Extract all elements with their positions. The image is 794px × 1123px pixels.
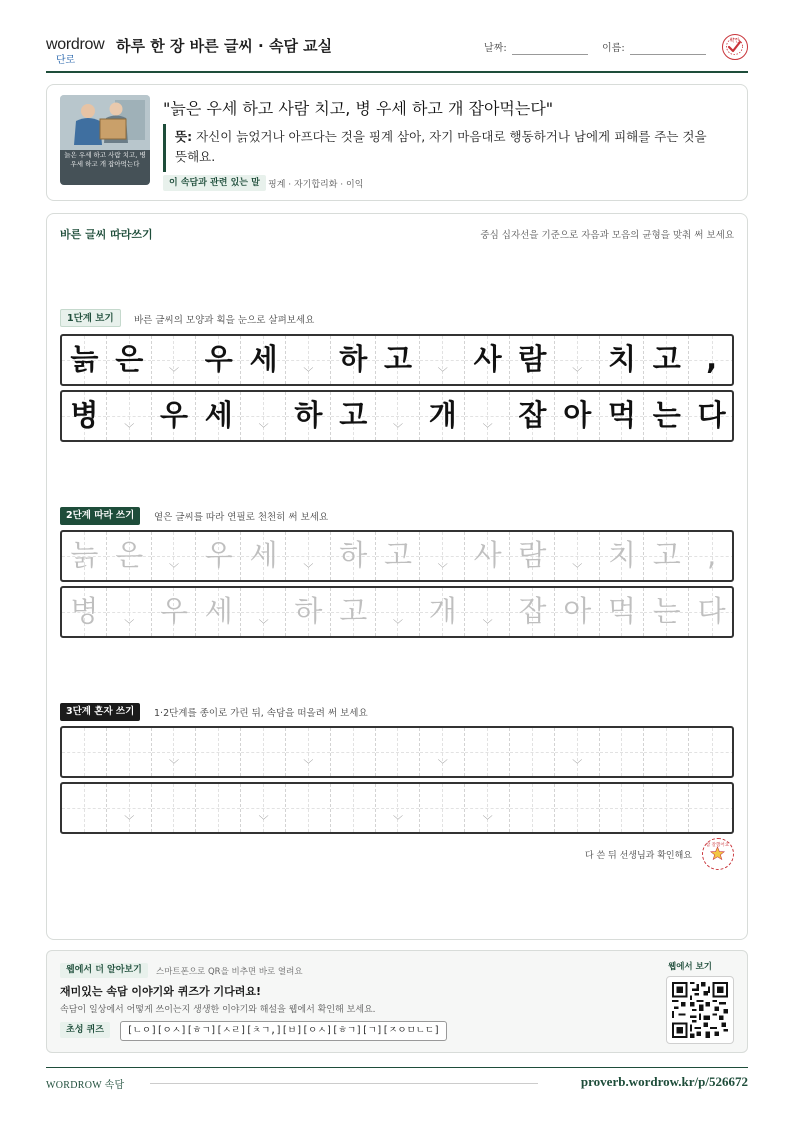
practice-glyph: 하 xyxy=(294,398,323,432)
space-mark-icon: ﹀ xyxy=(303,564,314,575)
footer-line xyxy=(150,1083,538,1084)
practice-glyph: 세 xyxy=(204,398,233,432)
grid-cell[interactable] xyxy=(644,728,689,776)
step2-desc: 옅은 글씨를 따라 연필로 천천히 써 보세요 xyxy=(154,512,329,523)
practice-glyph: 고 xyxy=(652,538,681,572)
practice-glyph: 세 xyxy=(204,594,233,628)
practice-glyph: 람 xyxy=(518,342,547,376)
logo-text: wordrow xyxy=(46,36,105,53)
practice-glyph: 개 xyxy=(428,594,457,628)
name-field[interactable] xyxy=(630,54,706,55)
space-mark-icon: ﹀ xyxy=(124,620,135,631)
practice-glyph: 병 xyxy=(70,594,99,628)
practice-glyph: 고 xyxy=(383,342,412,376)
grid-cell[interactable] xyxy=(465,728,510,776)
practice-glyph: 고 xyxy=(339,594,368,628)
practice-glyph: 아 xyxy=(563,398,592,432)
practice-glyph: 늙 xyxy=(70,342,99,376)
practice-glyph: 개 xyxy=(428,398,457,432)
grid-cell[interactable] xyxy=(152,784,197,832)
space-mark-icon: ﹀ xyxy=(437,368,448,379)
practice-glyph: 잡 xyxy=(518,594,547,628)
practice-glyph: 하 xyxy=(339,538,368,572)
practice-glyph: 는 xyxy=(652,398,681,432)
proverb-illustration xyxy=(60,95,150,185)
grid-cell[interactable] xyxy=(510,728,555,776)
grid-cell[interactable] xyxy=(331,728,376,776)
grid-cell[interactable] xyxy=(555,784,600,832)
space-mark-icon: ﹀ xyxy=(572,564,583,575)
logo-subtext: 단로 xyxy=(56,55,75,66)
footer-brand: WORDROW 속담 xyxy=(46,1080,125,1091)
practice-glyph: 우 xyxy=(159,594,188,628)
star-stamp-icon xyxy=(702,838,734,870)
web-tag: 웹에서 더 알아보기 xyxy=(60,963,148,978)
practice-glyph: 늙 xyxy=(70,538,99,572)
grid-cell[interactable] xyxy=(196,728,241,776)
step1-desc: 바른 글씨의 모양과 획을 눈으로 살펴보세요 xyxy=(134,315,315,326)
step2-row1[interactable] xyxy=(60,530,734,582)
space-mark-icon: ﹀ xyxy=(572,368,583,379)
practice-glyph: 세 xyxy=(249,538,278,572)
related-label: 이 속담과 관련 있는 말 xyxy=(163,175,266,191)
practice-glyph: 사 xyxy=(473,538,502,572)
step1-badge: 1단계 보기 xyxy=(60,309,121,327)
practice-glyph: 사 xyxy=(473,342,502,376)
step2-badge: 2단계 따라 쓰기 xyxy=(60,507,140,525)
grid-cell[interactable] xyxy=(62,728,107,776)
grid-cell[interactable] xyxy=(331,784,376,832)
practice-glyph: 먹 xyxy=(607,594,636,628)
practice-glyph: 우 xyxy=(204,342,233,376)
practice-glyph: 다 xyxy=(697,594,726,628)
step1-row1 xyxy=(60,334,734,386)
stamp-label: 확인 xyxy=(729,38,740,44)
space-mark-icon: ﹀ xyxy=(392,620,403,631)
web-subtitle: 스마트폰으로 QR을 비추면 바로 열려요 xyxy=(156,967,303,977)
chosung-quiz: [ㄴㅇ][ㅇㅅ][ㅎㄱ][ㅅㄹ][ㅊㄱ,][ㅂ][ㅇㅅ][ㅎㄱ][ㄱ][ㅈㅇㅁㄴㄷ] xyxy=(120,1021,447,1041)
step3-row1[interactable] xyxy=(60,726,734,778)
grid-cell[interactable] xyxy=(286,784,331,832)
space-mark-icon: ﹀ xyxy=(258,620,269,631)
space-mark-icon: ﹀ xyxy=(258,816,269,827)
grid-cell[interactable] xyxy=(600,784,645,832)
date-label: 날짜: xyxy=(484,43,507,54)
practice-glyph: 먹 xyxy=(607,398,636,432)
space-mark-icon: ﹀ xyxy=(392,424,403,435)
practice-glyph: 고 xyxy=(383,538,412,572)
space-mark-icon: ﹀ xyxy=(482,424,493,435)
footer-divider xyxy=(46,1067,748,1068)
grid-cell[interactable] xyxy=(644,784,689,832)
space-mark-icon: ﹀ xyxy=(303,760,314,771)
practice-glyph: 하 xyxy=(294,594,323,628)
practice-glyph: 은 xyxy=(115,342,144,376)
page-title: 하루 한 장 바른 글씨 · 속담 교실 xyxy=(116,37,333,55)
grid-cell[interactable] xyxy=(241,728,286,776)
practice-glyph: 병 xyxy=(70,398,99,432)
step1-row2 xyxy=(60,390,734,442)
step3-badge: 3단계 혼자 쓰기 xyxy=(60,703,140,721)
practice-glyph: 치 xyxy=(607,538,636,572)
practice-hint: 중심 십자선을 기준으로 자음과 모음의 균형을 맞춰 써 보세요 xyxy=(480,230,734,241)
qr-label: 웹에서 보기 xyxy=(668,962,713,972)
grid-cell[interactable] xyxy=(196,784,241,832)
web-description: 속담이 일상에서 어떻게 쓰이는지 생생한 이야기와 해설을 웹에서 확인해 보세요. xyxy=(60,1005,376,1015)
practice-glyph: 람 xyxy=(518,538,547,572)
teacher-check-text: 다 쓴 뒤 선생님과 확인해요 xyxy=(584,851,692,861)
step3-desc: 1·2단계를 종이로 가린 뒤, 속담을 떠올려 써 보세요 xyxy=(154,708,368,719)
practice-glyph: 는 xyxy=(652,594,681,628)
practice-glyph: 세 xyxy=(249,342,278,376)
space-mark-icon: ﹀ xyxy=(437,760,448,771)
grid-cell[interactable] xyxy=(376,728,421,776)
thumbnail-caption: 늙은 우세 하고 사람 치고, 병 우세 하고 개 잡아먹는다 xyxy=(64,151,146,168)
practice-glyph: 잡 xyxy=(518,398,547,432)
step3-row2[interactable] xyxy=(60,782,734,834)
qr-code-icon[interactable] xyxy=(666,976,734,1044)
space-mark-icon: ﹀ xyxy=(572,760,583,771)
header-divider xyxy=(46,71,748,73)
footer-url[interactable]: proverb.wordrow.kr/p/526672 xyxy=(580,1074,748,1089)
practice-glyph: 다 xyxy=(697,398,726,432)
practice-glyph: , xyxy=(706,538,717,572)
grid-cell[interactable] xyxy=(107,728,152,776)
space-mark-icon: ﹀ xyxy=(168,368,179,379)
grid-cell[interactable] xyxy=(689,728,734,776)
practice-glyph: 아 xyxy=(563,594,592,628)
meaning-body: 자신이 늙었거나 아프다는 것을 핑계 삼아, 자기 마음대로 행동하거나 남에게 피해를 주는 것을 뜻해요. xyxy=(175,129,707,164)
meaning-label: 뜻: xyxy=(175,129,193,144)
grid-cell[interactable] xyxy=(689,784,734,832)
space-mark-icon: ﹀ xyxy=(124,424,135,435)
space-mark-icon: ﹀ xyxy=(392,816,403,827)
practice-glyph: 우 xyxy=(159,398,188,432)
name-label: 이름: xyxy=(602,43,625,54)
space-mark-icon: ﹀ xyxy=(258,424,269,435)
meaning-text xyxy=(175,127,720,167)
practice-glyph: , xyxy=(706,342,718,376)
wordrow-logo xyxy=(46,36,108,66)
space-mark-icon: ﹀ xyxy=(168,564,179,575)
space-mark-icon: ﹀ xyxy=(482,816,493,827)
check-stamp-label: 참 잘했어요 xyxy=(705,843,730,848)
practice-glyph: 고 xyxy=(652,342,681,376)
practice-glyph: 치 xyxy=(607,342,636,376)
quiz-label: 초성 퀴즈 xyxy=(60,1022,110,1038)
grid-cell[interactable] xyxy=(62,784,107,832)
grid-cell[interactable] xyxy=(600,728,645,776)
proverb-text: "늙은 우세 하고 사람 치고, 병 우세 하고 개 잡아먹는다" xyxy=(163,99,554,118)
space-mark-icon: ﹀ xyxy=(437,564,448,575)
step2-row2[interactable] xyxy=(60,586,734,638)
practice-glyph: 은 xyxy=(115,538,144,572)
web-headline: 재미있는 속담 이야기와 퀴즈가 기다려요! xyxy=(60,985,261,998)
grid-cell[interactable] xyxy=(420,784,465,832)
date-field[interactable] xyxy=(512,54,588,55)
grid-cell[interactable] xyxy=(510,784,555,832)
check-stamp-icon xyxy=(722,34,748,60)
space-mark-icon: ﹀ xyxy=(482,620,493,631)
space-mark-icon: ﹀ xyxy=(124,816,135,827)
practice-glyph: 하 xyxy=(339,342,368,376)
space-mark-icon: ﹀ xyxy=(303,368,314,379)
related-words: 핑계 · 자기합리화 · 이익 xyxy=(268,180,364,190)
space-mark-icon: ﹀ xyxy=(168,760,179,771)
practice-glyph: 고 xyxy=(339,398,368,432)
meaning-accent-bar xyxy=(163,124,166,172)
practice-title: 바른 글씨 따라쓰기 xyxy=(60,228,153,241)
practice-glyph: 우 xyxy=(204,538,233,572)
